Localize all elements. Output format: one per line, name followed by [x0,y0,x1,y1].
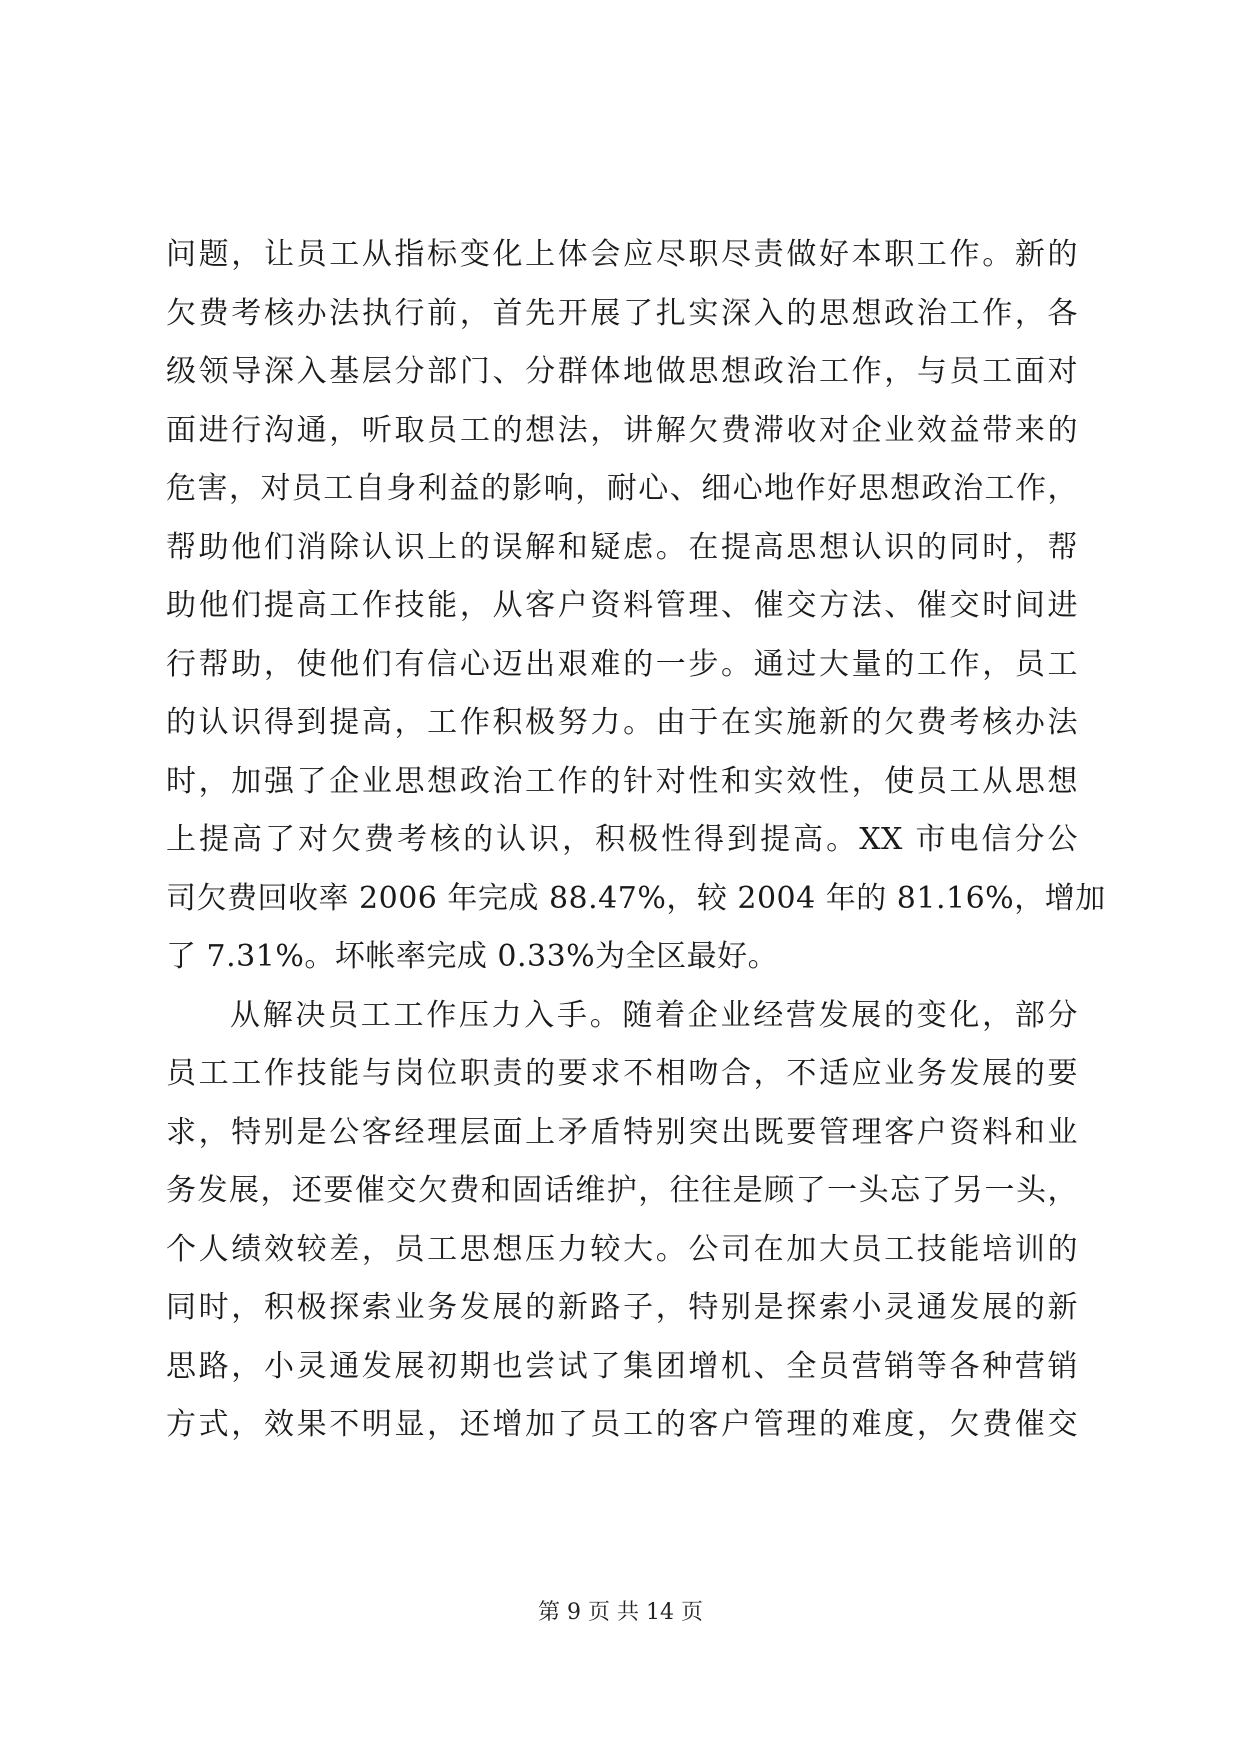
text-line: 方式，效果不明显，还增加了员工的客户管理的难度，欠费催交 [166,1407,1078,1442]
text-line: 行帮助，使他们有信心迈出艰难的一步。通过大量的工作，员工 [166,646,1078,682]
text-line: 面进行沟通，听取员工的想法，讲解欠费滞收对企业效益带来的 [166,412,1078,448]
text-line: 级领导深入基层分部门、分群体地做思想政治工作，与员工面对 [166,354,1078,389]
text-line: 同时，积极探索业务发展的新路子，特别是探索小灵通发展的新 [166,1290,1078,1325]
text-line: 危害，对员工自身利益的影响，耐心、细心地作好思想政治工作， [166,471,1078,506]
body-text [166,226,1106,1455]
text-line: 助他们提高工作技能，从客户资料管理、催交方法、催交时间进 [166,588,1078,623]
text-line: 司欠费回收率 2006 年完成 88.47%，较 2004 年的 81.16%，增加 [166,880,1106,916]
text-line: 的认识得到提高，工作积极努力。由于在实施新的欠费考核办法 [166,705,1078,740]
paragraph-first-line: 从解决员工工作压力入手。随着企业经营发展的变化，部分 [230,997,1078,1033]
text-line: 思路，小灵通发展初期也尝试了集团增机、全员营销等各种营销 [166,1348,1078,1384]
text-line: 员工工作技能与岗位职责的要求不相吻合，不适应业务发展的要 [166,1056,1078,1091]
text-line: 个人绩效较差，员工思想压力较大。公司在加大员工技能培训的 [166,1231,1078,1267]
text-line: 问题，让员工从指标变化上体会应尽职尽责做好本职工作。新的 [166,237,1078,272]
text-line: 时，加强了企业思想政治工作的针对性和实效性，使员工从思想 [166,763,1078,799]
page-number-footer: 第 9 页 共 14 页 [538,1600,703,1625]
text-line: 上提高了对欠费考核的认识，积极性得到提高。XX 市电信分公 [166,822,1078,857]
paragraph-end-line: 了 7.31%。坏帐率完成 0.33%为全区最好。 [166,939,779,974]
text-line: 欠费考核办法执行前，首先开展了扎实深入的思想政治工作，各 [166,295,1078,331]
text-line: 务发展，还要催交欠费和固话维护，往往是顾了一头忘了另一头， [166,1173,1078,1208]
text-line: 求，特别是公客经理层面上矛盾特别突出既要管理客户资料和业 [166,1114,1078,1150]
text-line: 帮助他们消除认识上的误解和疑虑。在提高思想认识的同时，帮 [166,529,1078,565]
